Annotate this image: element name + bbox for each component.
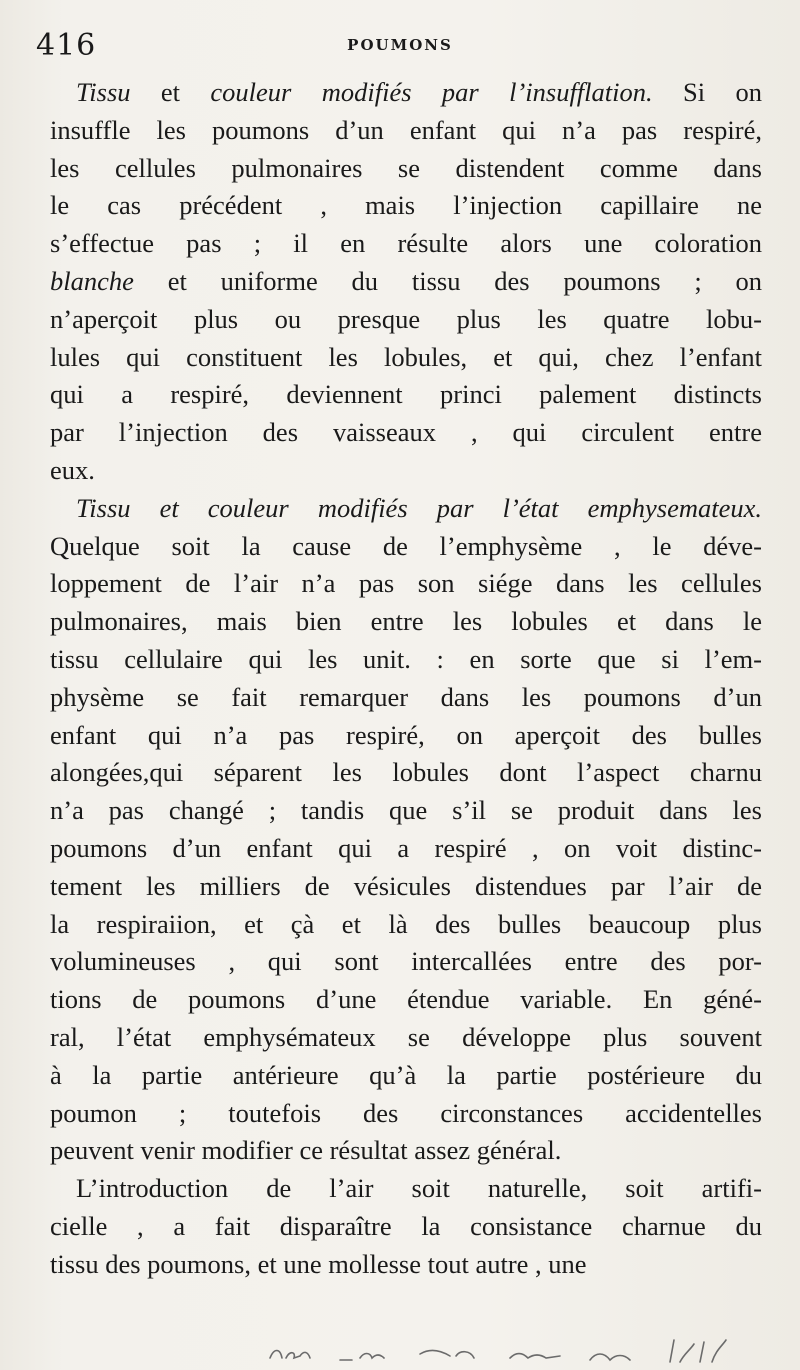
- text-line: [50, 414, 762, 452]
- text-line: [50, 376, 762, 414]
- text-run: tissu cellulaire qui les unit. : en sorte que si l’em-: [50, 643, 762, 674]
- text-run: et: [130, 77, 211, 107]
- text-line: [50, 981, 762, 1019]
- text-line: [50, 528, 762, 566]
- text-run: n’a pas changé ; tandis que s’il se produit dans les: [50, 795, 762, 826]
- text-line: [50, 679, 762, 717]
- text-line: [50, 490, 762, 528]
- text-line: [50, 641, 762, 679]
- text-line: [50, 1170, 762, 1208]
- text-line: [50, 339, 762, 377]
- pencil-annotation: [260, 1336, 760, 1366]
- text-run: à la partie antérieure qu’à la partie postérieure du: [50, 1059, 762, 1090]
- text-line: [50, 452, 762, 490]
- text-run: et uniforme du tissu des poumons ; on: [133, 265, 762, 296]
- text-line: [50, 868, 762, 906]
- paragraph: [50, 74, 762, 490]
- text-run: s’effectue pas ; il en résulte alors une coloration: [50, 228, 762, 259]
- text-run: les cellules pulmonaires se distendent comme dans: [50, 152, 762, 183]
- text-line: [50, 1019, 762, 1057]
- text-run: cielle , a fait disparaître la consistance charnue du: [50, 1210, 762, 1241]
- text-line: [50, 263, 762, 301]
- text-run: insuffle les poumons d’un enfant qui n’a pas respiré,: [50, 114, 762, 145]
- italic-text: couleur modifiés par l’insufflation.: [210, 77, 653, 107]
- text-run: n’aperçoit plus ou presque plus les quatre lobu-: [50, 303, 762, 334]
- text-run: tions de poumons d’une étendue variable. En géné-: [50, 984, 762, 1015]
- page-number: 416: [36, 28, 97, 63]
- text-run: enfant qui n’a pas respiré, on aperçoit des bulles: [50, 719, 762, 750]
- paragraph: [50, 490, 762, 1170]
- text-run: ral, l’état emphysémateux se développe plus souvent: [50, 1021, 762, 1052]
- text-line: [50, 74, 762, 112]
- text-run: tement les milliers de vésicules distendues par l’air de: [50, 870, 762, 901]
- text-run: Quelque soit la cause de l’emphysème , le déve-: [50, 530, 762, 561]
- text-line: [50, 225, 762, 263]
- text-line: [50, 1132, 762, 1170]
- body-text: [50, 74, 762, 1284]
- text-line: [50, 717, 762, 755]
- text-line: [50, 603, 762, 641]
- text-run: physème se fait remarquer dans les poumons d’un: [50, 681, 762, 712]
- text-run: poumon ; toutefois des circonstances accidentelles: [50, 1097, 762, 1128]
- text-line: [50, 112, 762, 150]
- text-run: le cas précédent , mais l’injection capillaire ne: [50, 190, 762, 221]
- italic-text: blanche: [50, 265, 134, 296]
- text-line: [50, 1246, 762, 1284]
- text-run: L’introduction de l’air soit naturelle, soit artifi-: [76, 1173, 762, 1204]
- text-run: peuvent venir modifier ce résultat assez général.: [50, 1135, 562, 1166]
- text-run: eux.: [50, 454, 95, 485]
- italic-text: Tissu: [76, 77, 131, 107]
- text-run: loppement de l’air n’a pas son siége dans les cellules: [50, 568, 762, 599]
- italic-text: Tissu et couleur modifiés par l’état emphysemateux.: [76, 492, 762, 523]
- text-run: tissu des poumons, et une mollesse tout autre , une: [50, 1248, 587, 1279]
- text-run: lules qui constituent les lobules, et qui, chez l’enfant: [50, 341, 762, 372]
- text-line: [50, 1208, 762, 1246]
- text-line: [50, 754, 762, 792]
- text-line: [50, 187, 762, 225]
- text-line: [50, 792, 762, 830]
- text-line: [50, 1057, 762, 1095]
- text-line: [50, 1095, 762, 1133]
- running-head: POUMONS: [347, 36, 453, 54]
- text-run: alongées,qui séparent les lobules dont l’aspect charnu: [50, 757, 762, 788]
- text-line: [50, 301, 762, 339]
- text-run: pulmonaires, mais bien entre les lobules et dans le: [50, 606, 762, 637]
- text-run: qui a respiré, deviennent princi palement distincts: [50, 379, 762, 410]
- text-line: [50, 906, 762, 944]
- text-line: [50, 943, 762, 981]
- text-line: [50, 565, 762, 603]
- text-run: Si on: [652, 77, 762, 107]
- page-header: [36, 28, 764, 64]
- text-run: par l’injection des vaisseaux , qui circulent entre: [50, 417, 762, 448]
- text-line: [50, 830, 762, 868]
- paragraph: [50, 1170, 762, 1283]
- text-run: la respiraiion, et çà et là des bulles beaucoup plus: [50, 908, 762, 939]
- text-run: volumineuses , qui sont intercallées entre des por-: [50, 946, 762, 977]
- text-run: poumons d’un enfant qui a respiré , on voit distinc-: [50, 832, 762, 863]
- text-line: [50, 150, 762, 188]
